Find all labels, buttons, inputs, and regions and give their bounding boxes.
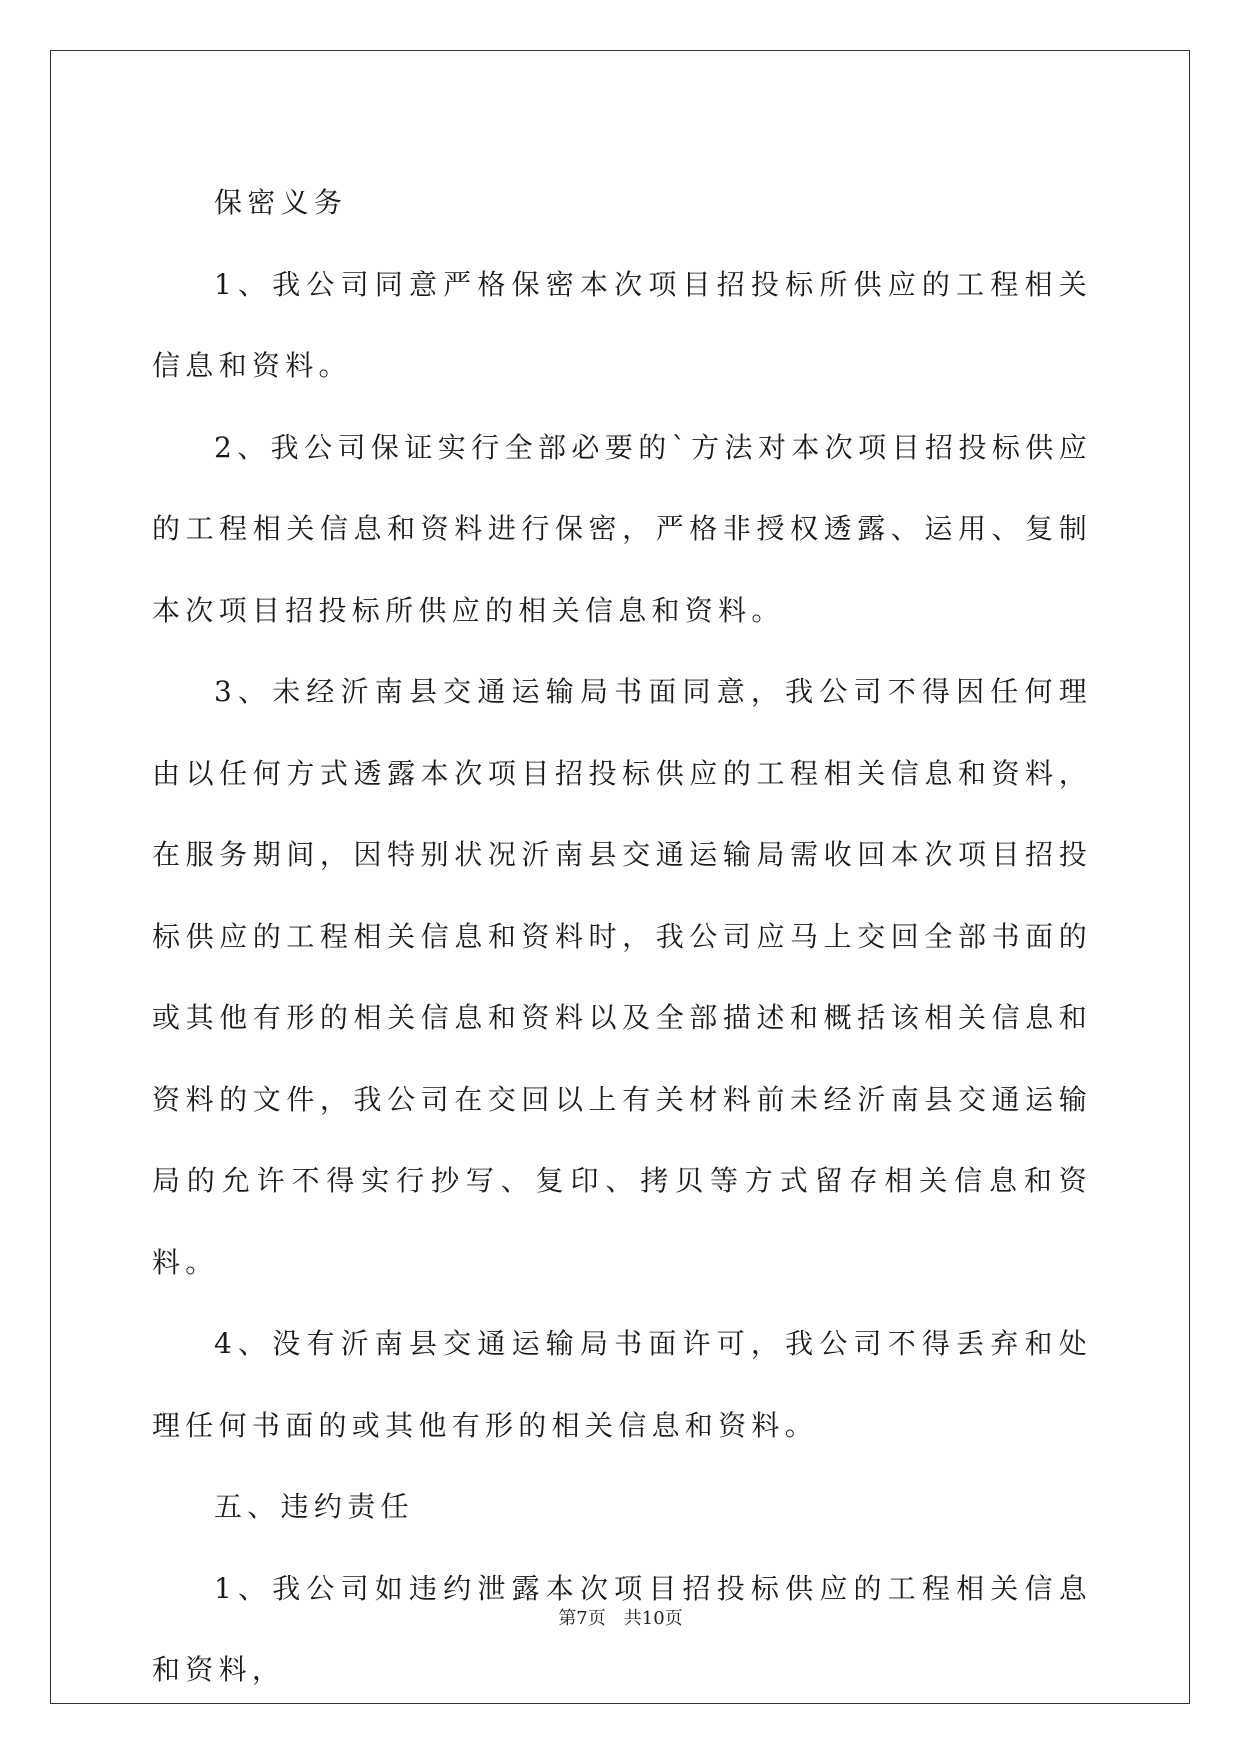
paragraph-liability-1: 1、我公司如违约泄露本次项目招投标供应的工程相关信息和资料，: [152, 1571, 1092, 1686]
section-heading-liability: 五、违约责任: [214, 1490, 414, 1523]
paragraph-item-3: 3、未经沂南县交通运输局书面同意，我公司不得因任何理由以任何方式透露本次项目招投标供应的工程相关信息和资料，在服务期间，因特别状况沂南县交通运输局需收回本次项目招投标供应的工程相关信息和资料时，我公司应马上交回全部书面的或其他有形的相关信息和资料以及全部描述和概括该相关信息和资料的文件，我公司在交回以上有关材料前未经沂南县交通运输局的允许不得实行抄写、复印、拷贝等方式留存相关信息和资料。: [152, 675, 1092, 1279]
paragraph-item-2: 2、我公司保证实行全部必要的`方法对本次项目招投标供应的工程相关信息和资料进行保密，严格非授权透露、运用、复制本次项目招投标所供应的相关信息和资料。: [152, 430, 1092, 627]
section-heading-confidentiality: 保密义务: [214, 186, 348, 219]
paragraph-item-4: 4、没有沂南县交通运输局书面许可，我公司不得丢弃和处理任何书面的或其他有形的相关信息和资料。: [152, 1327, 1092, 1442]
page-number-footer: 第7页 共10页: [558, 1608, 683, 1629]
document-body: [152, 162, 1092, 1711]
paragraph-item-1: 1、我公司同意严格保密本次项目招投标所供应的工程相关信息和资料。: [152, 267, 1092, 382]
